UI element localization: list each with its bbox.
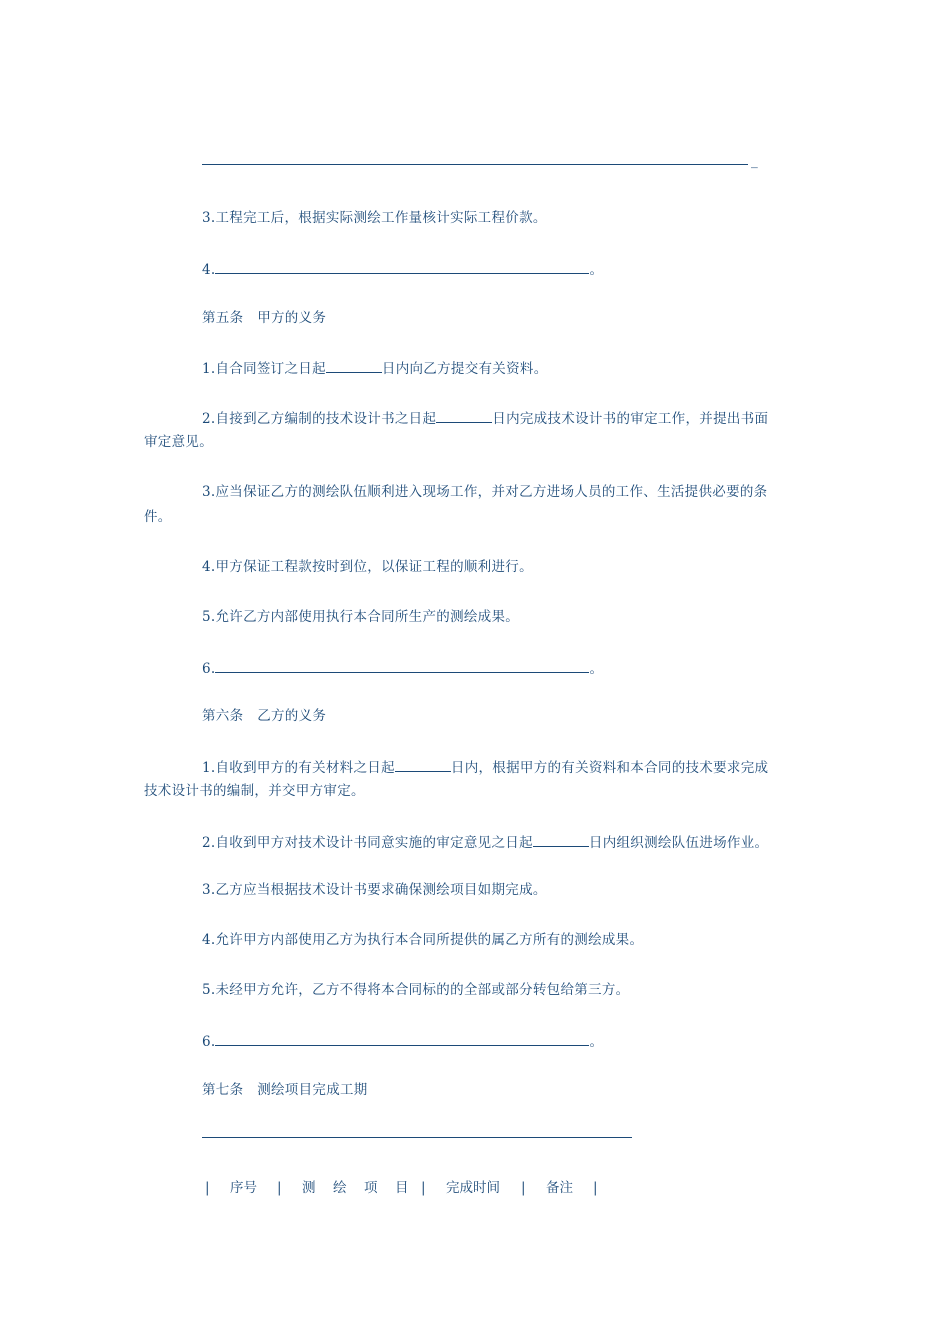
table-separator: | <box>277 1180 282 1196</box>
article-5-item-3-cont: 件。 <box>144 509 172 525</box>
article-6-item-4: 4.允许甲方内部使用乙方为执行本合同所提供的属乙方所有的测绘成果。 <box>202 932 644 948</box>
fill-blank <box>436 408 492 423</box>
fill-blank <box>395 757 451 772</box>
table-header-index: 序号 <box>230 1180 257 1196</box>
article-6-item-3: 3.乙方应当根据技术设计书要求确保测绘项目如期完成。 <box>202 882 547 898</box>
article-6-item-1-cont: 技术设计书的编制，并交甲方审定。 <box>144 783 365 799</box>
fill-blank <box>326 358 382 373</box>
paragraph-5-4: 4. 。 <box>0 259 950 279</box>
article-5-item-2: 2.自接到乙方编制的技术设计书之日起 日内完成技术设计书的审定工作，并提出书面 <box>0 408 950 428</box>
table-separator: | <box>593 1180 598 1196</box>
separator-rule <box>202 164 748 165</box>
paragraph-5-3: 3.工程完工后，根据实际测绘工作量核计实际工程价款。 <box>202 210 547 226</box>
article-6-item-5: 5.未经甲方允许，乙方不得将本合同标的的全部或部分转包给第三方。 <box>202 982 630 998</box>
article-5-item-2-cont: 审定意见。 <box>144 434 213 450</box>
fill-blank <box>215 658 589 673</box>
article-5-item-4: 4.甲方保证工程款按时到位，以保证工程的顺利进行。 <box>202 559 533 575</box>
article-5-item-3: 3.应当保证乙方的测绘队伍顺利进入现场工作，并对乙方进场人员的工作、生活提供必要的条 <box>202 484 768 500</box>
article-7-title: 第七条 测绘项目完成工期 <box>202 1082 368 1098</box>
article-5-item-1: 1.自合同签订之日起 日内向乙方提交有关资料。 <box>0 358 950 378</box>
article-6-title: 第六条 乙方的义务 <box>202 708 327 724</box>
table-header-note: 备注 <box>546 1180 573 1196</box>
table-header-item: 测 绘 项 目 <box>302 1180 411 1196</box>
article-6-item-2: 2.自收到甲方对技术设计书同意实施的审定意见之日起 日内组织测绘队伍进场作业。 <box>0 832 950 852</box>
article-5-item-6: 6. 。 <box>0 658 950 678</box>
article-6-item-6: 6. 。 <box>0 1031 950 1051</box>
table-separator: | <box>521 1180 526 1196</box>
table-separator: | <box>421 1180 426 1196</box>
fill-blank <box>215 259 589 274</box>
fill-blank <box>533 832 589 847</box>
fill-blank <box>215 1031 589 1046</box>
table-header-row <box>0 1179 950 1199</box>
article-6-item-1: 1.自收到甲方的有关材料之日起 日内，根据甲方的有关资料和本合同的技术要求完成 <box>0 757 950 777</box>
article-5-title: 第五条 甲方的义务 <box>202 310 327 326</box>
table-top-rule <box>202 1137 632 1138</box>
rule-tail: _ <box>751 153 759 169</box>
table-header-time: 完成时间 <box>446 1180 500 1196</box>
table-separator: | <box>205 1180 210 1196</box>
article-5-item-5: 5.允许乙方内部使用执行本合同所生产的测绘成果。 <box>202 609 520 625</box>
